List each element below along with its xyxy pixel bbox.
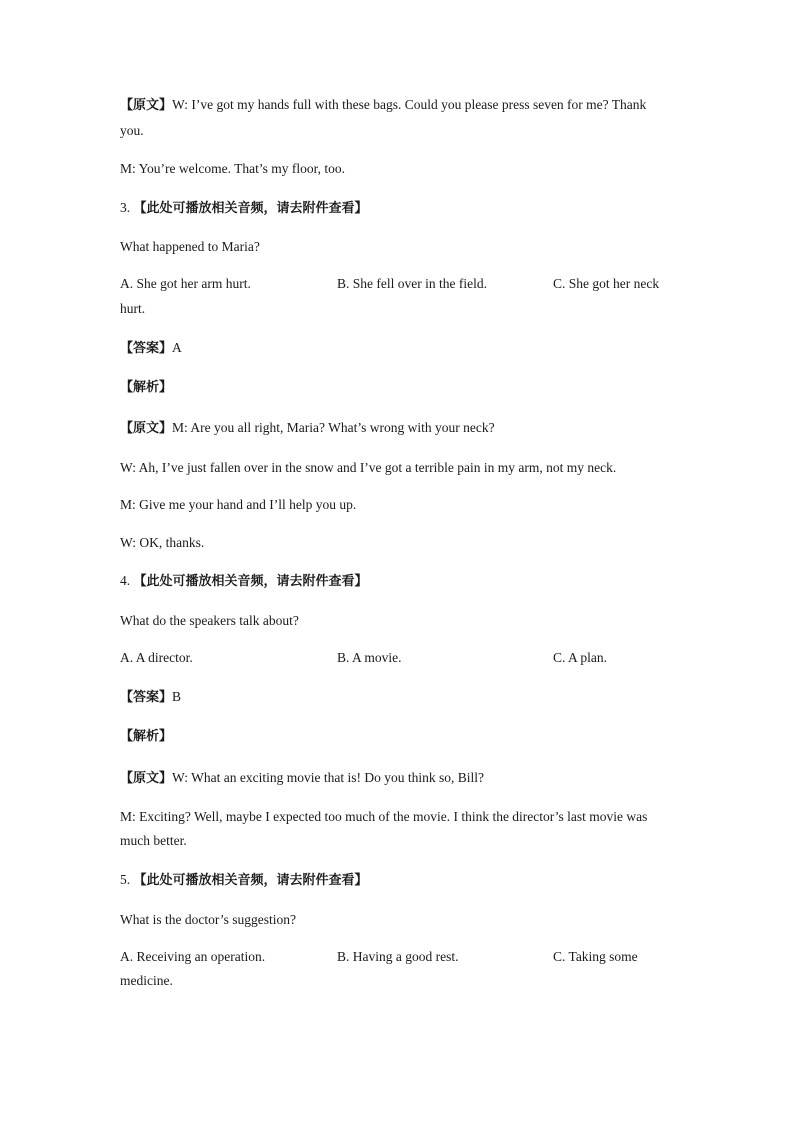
option-c: C. A plan. — [553, 650, 608, 665]
option-c-wrap: hurt. — [120, 301, 146, 316]
yuanwen-tag: 【原文】 — [120, 98, 173, 113]
question-text: What do the speakers talk about? — [120, 613, 299, 628]
answer-value: A — [172, 340, 182, 355]
question-header — [120, 196, 680, 221]
transcript-line: W: Ah, I’ve just fallen over in the snow and I’ve got a terrible pain in my arm, not my neck. — [120, 460, 617, 475]
option-a: A. A director. — [120, 650, 193, 665]
answer-tag: 【答案】 — [120, 690, 173, 705]
transcript-line-wrap: you. — [120, 123, 144, 138]
transcript-text: W: What an exciting movie that is! Do you think so, Bill? — [172, 770, 484, 785]
audio-notice: 【此处可播放相关音频，请去附件查看】 — [133, 574, 368, 589]
question-number: 5. — [120, 872, 131, 887]
transcript-text: W: I’ve got my hands full with these bags. Could you please press seven for me? Thank — [172, 97, 647, 112]
transcript-line: M: Give me your hand and I’ll help you up. — [120, 497, 357, 512]
transcript-line-wrap: much better. — [120, 833, 187, 848]
transcript-line: W: OK, thanks. — [120, 535, 205, 550]
option-b: B. A movie. — [337, 650, 402, 665]
question-text: What happened to Maria? — [120, 239, 260, 254]
transcript-line — [120, 93, 680, 118]
answer-value: B — [172, 689, 182, 704]
question-header — [120, 569, 680, 594]
transcript-line: M: You’re welcome. That’s my floor, too. — [120, 161, 345, 176]
question-number: 3. — [120, 200, 131, 215]
audio-notice: 【此处可播放相关音频，请去附件查看】 — [133, 201, 368, 216]
option-b: B. Having a good rest. — [337, 949, 459, 964]
question-number: 4. — [120, 573, 131, 588]
transcript-line — [120, 416, 680, 441]
option-a: A. She got her arm hurt. — [120, 276, 251, 291]
option-c: C. Taking some — [553, 949, 638, 964]
answer-line — [120, 336, 680, 361]
transcript-line — [120, 766, 680, 791]
answer-tag: 【答案】 — [120, 341, 173, 356]
option-c: C. She got her neck — [553, 276, 660, 291]
option-a: A. Receiving an operation. — [120, 949, 266, 964]
transcript-line: M: Exciting? Well, maybe I expected too much of the movie. I think the director’s last movie was — [120, 809, 648, 824]
question-text: What is the doctor’s suggestion? — [120, 912, 296, 927]
question-header — [120, 868, 680, 893]
audio-notice: 【此处可播放相关音频，请去附件查看】 — [133, 873, 368, 888]
answer-line — [120, 685, 680, 710]
transcript-text: M: Are you all right, Maria? What’s wrong with your neck? — [172, 420, 495, 435]
yuanwen-tag: 【原文】 — [120, 771, 173, 786]
yuanwen-tag: 【原文】 — [120, 421, 173, 436]
option-b: B. She fell over in the field. — [337, 276, 487, 291]
jiexi-tag: 【解析】 — [120, 380, 173, 395]
option-c-wrap: medicine. — [120, 973, 173, 988]
jiexi-tag: 【解析】 — [120, 729, 173, 744]
